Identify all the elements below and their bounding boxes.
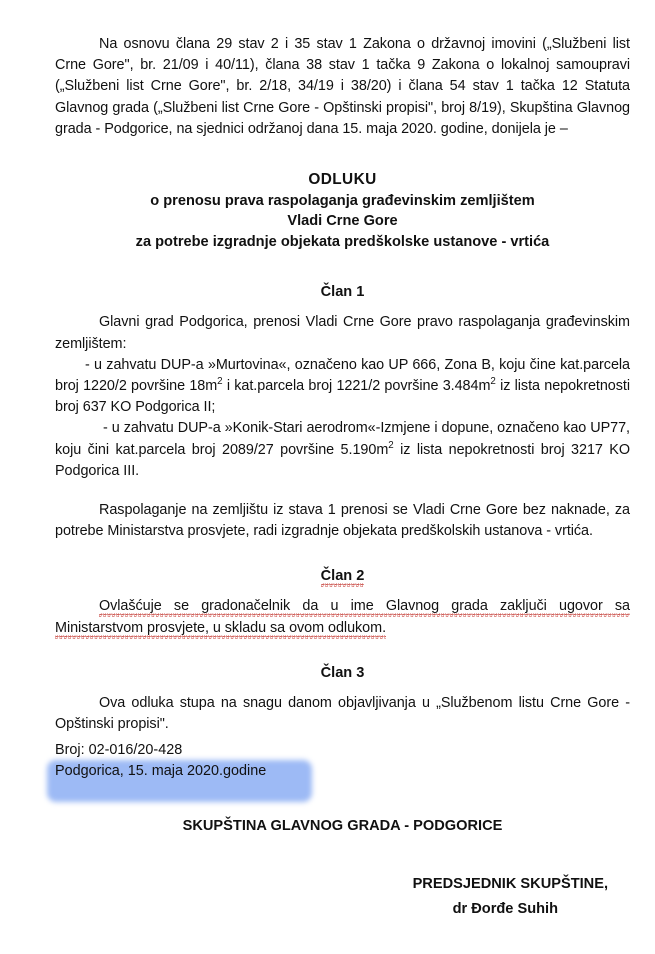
spacer — [55, 482, 630, 500]
title-line-odluku: ODLUKU — [308, 171, 377, 189]
article-2-paragraph-text: Ovlašćuje se gradonačelnik da u ime Glavnog grada zaključi ugovor sa Ministarstvom prosvjete, u skladu sa ovom odlukom. — [55, 598, 630, 638]
article-1-heading: Član 1 — [320, 284, 365, 301]
title-line-purpose: za potrebe izgradnje objekata predškolske ustanove - vrtića — [135, 233, 550, 250]
clause-b-sup-1: 2 — [388, 439, 394, 451]
document-footer — [55, 740, 475, 782]
signature-name: dr Đorđe Suhih — [452, 901, 558, 917]
spacer — [55, 252, 630, 282]
footer-number: Broj: 02-016/20-428 — [55, 742, 183, 758]
spacer — [55, 837, 630, 871]
article-2-heading-text: Član 2 — [321, 568, 365, 587]
article-2-heading — [55, 566, 630, 586]
article-1-paragraph-1: Glavni grad Podgorica, prenosi Vladi Crne Gore pravo raspolaganja građevinskim zemljištem: — [55, 314, 630, 352]
article-1-clause-a — [55, 355, 630, 419]
clause-a-sup-1: 2 — [217, 376, 223, 388]
spacer — [55, 542, 630, 566]
footer-place-date: Podgorica, 15. maja 2020.godine — [55, 763, 267, 779]
signature-block — [55, 815, 630, 921]
clause-a-sup-2: 2 — [490, 376, 496, 388]
title-line-subject: o prenosu prava raspolaganja građevinskim zemljištem — [150, 192, 535, 209]
article-3-paragraph-1: Ova odluka stupa na snagu danom objavljivanja u „Službenom listu Crne Gore - Opštinski propisi". — [55, 694, 630, 733]
spacer — [55, 586, 630, 596]
signature-role: PREDSJEDNIK SKUPŠTINE, — [412, 876, 608, 892]
preamble-paragraph: Na osnovu člana 29 stav 2 i 35 stav 1 Zakona o državnoj imovini („Službeni list Crne Gore", br. 21/09 i 40/11), člana 38 stav 1 tačka 9 Zakona o lokalnoj samoupravi („Službeni list Crne Gore", br. 2/18, 34/19 i 38/20) i člana 54 stav 1 tačka 12 Statuta Glavnog grada („Službeni list Crne Gore - Opštinski propisi", broj 8/19), Skupština Glavnog grada - Podgorice, na sjednici održanoj dana 15. maja 2020. godine, donijela je – — [55, 36, 630, 137]
clause-a-post: iz lista nepokretnosti broj 637 KO Podgorica II; — [55, 378, 630, 416]
article-1-paragraph-2: Raspolaganje na zemljištu iz stava 1 prenosi se Vladi Crne Gore bez naknade, za potrebe Ministarstva prosvjete, radi izgradnje objekata predškolskih ustanova - vrtića. — [55, 502, 630, 540]
article-2-paragraph-1 — [55, 596, 630, 638]
article-3-heading: Član 3 — [320, 664, 365, 681]
clause-b-pre: - u zahvatu DUP-a »Konik-Stari aerodrom«-Izmjene i dopune, označeno kao UP77, koju čini kat.parcela broj 2089/27 površine 5.190m — [55, 420, 630, 458]
article-1-clause-b — [55, 418, 630, 482]
spacer — [55, 639, 630, 663]
spacer — [55, 683, 630, 693]
clause-a-pre: - u zahvatu DUP-a »Murtovina«, označeno kao UP 666, Zona B, koju čine kat.parcela broj 1220/2 površine 18m — [55, 356, 630, 394]
clause-b-post: iz lista nepokretnosti broj 3217 KO Podgorica III. — [55, 441, 630, 479]
clause-a-mid: i kat.parcela broj 1221/2 površine 3.484m — [222, 378, 491, 394]
title-line-recipient: Vladi Crne Gore — [287, 213, 398, 230]
spacer — [55, 140, 630, 170]
spacer — [55, 302, 630, 312]
document-body — [55, 34, 630, 735]
signature-assembly: SKUPŠTINA GLAVNOG GRADA - PODGORICE — [182, 818, 503, 834]
decision-title-block — [55, 170, 630, 252]
